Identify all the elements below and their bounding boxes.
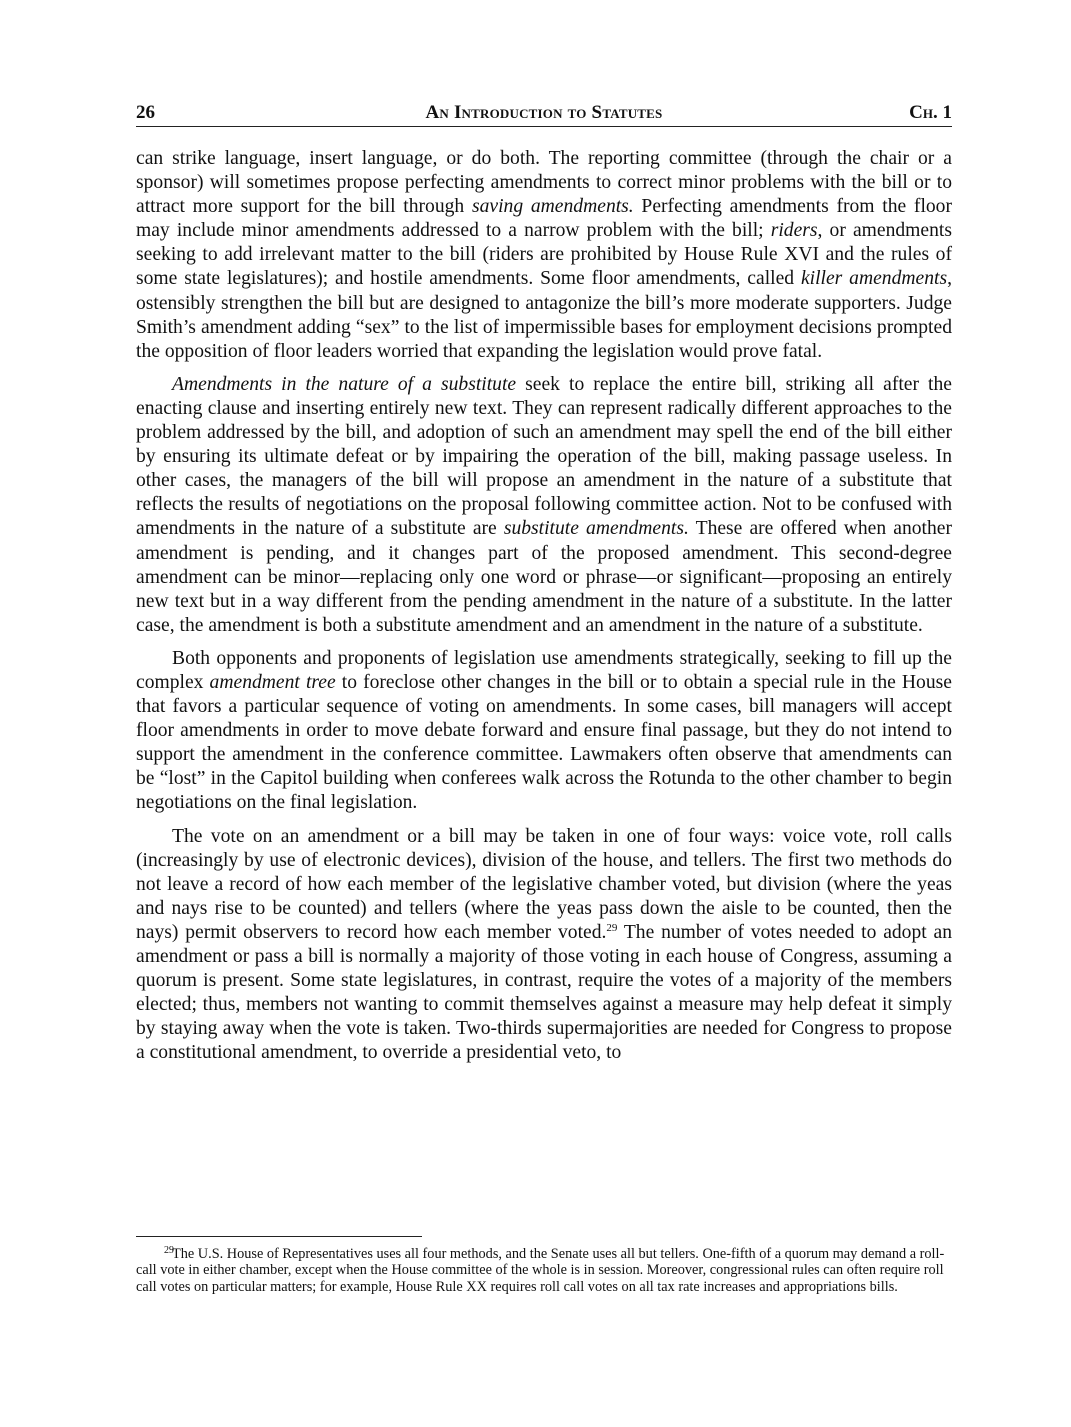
italic-term: riders [770,220,818,242]
page-number: 26 [136,102,155,123]
text-run: Perfecting amendments from the floor may include minor amendments addressed to a narrow problem with the bill; [136,196,953,242]
italic-term: substitute amendments. [503,518,689,540]
footnote-text: The U.S. House of Representatives uses all four methods, and the Senate uses all but tellers. One-fifth of a quorum may demand a roll-call vote in either chamber, except when the House committee of the whole is in session. Moreover, congressional rules can often require roll call votes on particular matters; for example, House Rule XX requires roll call votes on all tax rate increases and appropriations bills. [136,1246,945,1295]
running-header [136,100,952,127]
text-run: The number of votes needed to adopt an amendment or pass a bill is normally a majority of those voting in each house of Congress, assuming a quorum is present. Some state legislatures, in contrast, require the votes of a majority of the members elected; thus, members not wanting to commit themselves against a measure may help defeat it simply by staying away when the vote is taken. Two-thirds supermajorities are needed for Congress to propose a constitutional amendment, to override a presidential veto, to [136,921,952,1064]
body-text [136,147,952,1065]
italic-term: killer amendments [800,268,948,290]
paragraph [136,147,952,364]
footnote-divider [136,1236,422,1237]
text-run: Both opponents and proponents of legislation use amendments strategically, seeking to fill up the complex [136,647,952,693]
paragraph [136,373,952,638]
paragraph [136,647,952,816]
text-run: The vote on an amendment or a bill may be taken in one of four ways: voice vote, roll calls (increasingly by use of electronic devices), division of the house, and tellers. The first two methods do not leave a record of how each member of the legislative chamber voted, but division (where the yeas and nays rise to be counted) and tellers (where the yeas pass down the aisle to be counted, then the nays) permit observers to record how each member voted. [136,825,952,943]
italic-term: Amendments in the nature of a substitute [172,373,517,395]
chapter-label: Ch. 1 [909,102,952,123]
footnote-reference[interactable]: 29 [606,921,618,934]
text-run: , ostensibly strengthen the bill but are designed to antagonize the bill’s more moderate supporters. Judge Smith’s amendment adding “sex” to the list of impermissible bases for employment decisions prompted the opposition of floor leaders worried that expanding the legislation would prove fatal. [136,268,953,362]
footnote-number: 29 [164,1245,174,1256]
footnote [136,1243,952,1295]
text-run: seek to replace the entire bill, striking all after the enacting clause and inserting entirely new text. They can represent radically different approaches to the problem addressed by the bill, and adoption of such an amendment may spell the end of the bill either by ensuring its ultimate defeat or by impairing the operation of the bill, making passage useless. In other cases, the managers of the bill will propose an amendment in the nature of a substitute that reflects the results of negotiations on the proposal following committee action. Not to be confused with amendments in the nature of a substitute are [136,373,952,540]
paragraph [136,825,952,1066]
text-run: can strike language, insert language, or do both. The reporting committee (through the chair or a sponsor) will sometimes propose perfecting amendments to correct minor problems with the bill or to attract more support for the bill through [136,148,952,218]
italic-term: saving amendments. [471,196,634,218]
text-run: , or amendments seeking to add irrelevant matter to the bill (riders are prohibited by House Rule XVI and the rules of some state legislatures); and hostile amendments. Some floor amendments, called [136,220,952,290]
italic-term: amendment tree [209,671,336,693]
text-run: These are offered when another amendment is pending, and it changes part of the proposed amendment. This second-degree amendment can be minor—replacing only one word or phrase—or significant—proposing an entirely new text but in a way different from the pending amendment in the nature of a substitute. In the latter case, the amendment is both a substitute amendment and an amendment in the nature of a substitute. [136,518,953,636]
book-title: An Introduction to Statutes [425,102,663,123]
text-run: to foreclose other changes in the bill or to obtain a special rule in the House that favors a particular sequence of voting on amendments. In some cases, bill managers will accept floor amendments in order to move debate forward and ensure final passage, but they do not intend to support the amendment in the conference committee. Lawmakers often observe that amendments can be “lost” in the Capitol building when conferees walk across the Rotunda to the other chamber to begin negotiations on the final legislation. [136,671,952,814]
book-page [136,100,952,1074]
